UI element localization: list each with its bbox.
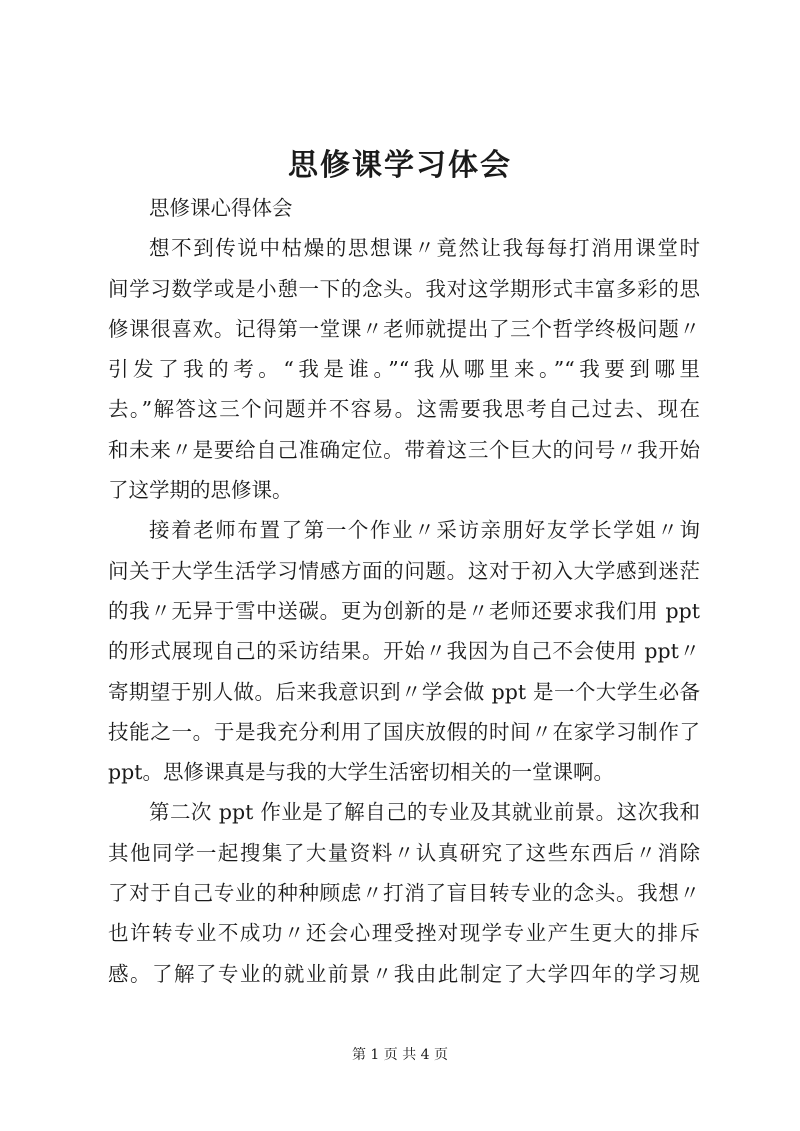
paragraph-3	[108, 792, 700, 993]
paragraph-line: 寄期望于别人做。后来我意识到〃学会做 ppt 是一个大学生必备	[108, 679, 700, 704]
paragraph-line: 去。”解答这三个问题并不容易。这需要我思考自己过去、现在	[108, 397, 700, 422]
paragraph-line: 引发了我的考。“我是谁。”“我从哪里来。”“我要到哪里	[108, 357, 700, 382]
document-title: 思修课学习体会	[288, 148, 512, 183]
paragraph-2	[108, 510, 700, 792]
paragraph-line: 了这学期的思修课。	[108, 478, 293, 503]
paragraph-line: 的形式展现自己的采访结果。开始〃我因为自己不会使用 ppt〃	[108, 639, 700, 664]
paragraph-line: 想不到传说中枯燥的思想课〃竟然让我每每打消用课堂时	[149, 236, 700, 261]
paragraph-line: 其他同学一起搜集了大量资料〃认真研究了这些东西后〃消除	[108, 840, 700, 865]
paragraph-line: 间学习数学或是小憩一下的念头。我对这学期形式丰富多彩的思	[108, 276, 700, 301]
paragraph-line: 技能之一。于是我充分利用了国庆放假的时间〃在家学习制作了	[108, 719, 700, 744]
paragraph-line: 感。了解了专业的就业前景〃我由此制定了大学四年的学习规	[108, 961, 700, 986]
paragraph-line: 问关于大学生活学习情感方面的问题。这对于初入大学感到迷茫	[108, 558, 700, 583]
page-footer: 第 1 页 共 4 页	[351, 1047, 449, 1063]
paragraph-line: 的我〃无异于雪中送碳。更为创新的是〃老师还要求我们用 ppt	[108, 598, 700, 623]
paragraph-line: ppt。思修课真是与我的大学生活密切相关的一堂课啊。	[108, 760, 614, 785]
paragraph-line: 第二次 ppt 作业是了解自己的专业及其就业前景。这次我和	[149, 800, 700, 825]
paragraph-line: 和未来〃是要给自己准确定位。带着这三个巨大的问号〃我开始	[108, 437, 700, 462]
document-body	[108, 188, 700, 994]
document-subtitle: 思修课心得体会	[149, 196, 293, 220]
paragraph-line: 接着老师布置了第一个作业〃采访亲朋好友学长学姐〃询	[149, 518, 700, 543]
paragraph-1	[108, 228, 700, 510]
paragraph-line: 修课很喜欢。记得第一堂课〃老师就提出了三个哲学终极问题〃	[108, 316, 700, 341]
paragraph-line: 了对于自己专业的种种顾虑〃打消了盲目转专业的念头。我想〃	[108, 881, 700, 906]
paragraph-line: 也许转专业不成功〃还会心理受挫对现学专业产生更大的排斥	[108, 921, 700, 946]
